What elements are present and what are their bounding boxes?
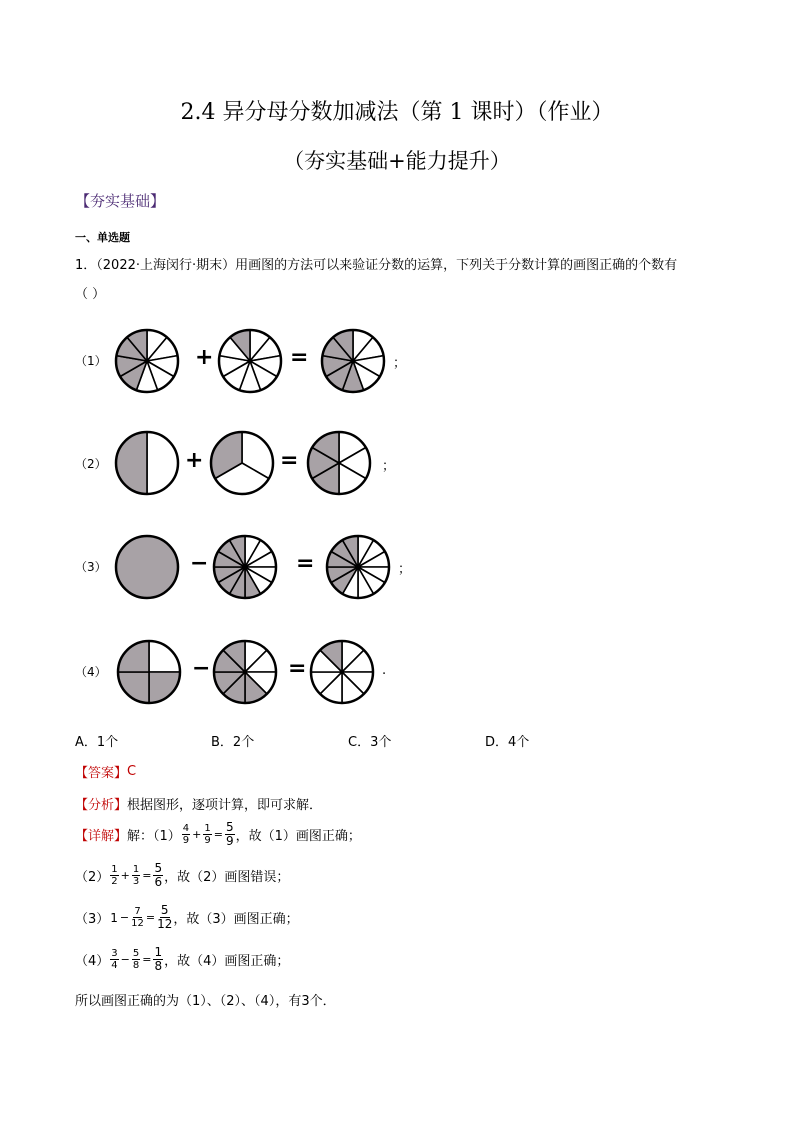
page-subtitle: （夯实基础+能力提升）	[283, 149, 511, 173]
row-1-circle-a	[112, 326, 182, 396]
row-1-circle-c	[318, 326, 388, 396]
analysis-tag: 【分析】	[75, 798, 128, 813]
row-3-operator: −	[190, 551, 209, 576]
fraction: $\frac{5}{6}$	[154, 861, 163, 889]
row-2-equals: =	[280, 448, 299, 473]
row-4-operator: −	[192, 656, 211, 681]
row-4-circle-b	[210, 637, 280, 707]
row-1-operator: +	[195, 345, 214, 370]
answer-value: C	[127, 764, 137, 779]
operator: +	[120, 869, 130, 882]
question-stem: 1．（2022·上海闵行·期末）用画图的方法可以来验证分数的运算，下列关于分数计算的画图正确的个数有	[75, 258, 678, 273]
sector	[147, 432, 178, 494]
operator: +	[192, 828, 202, 841]
row-3-label: （3）	[75, 560, 107, 574]
row-1-label: （1）	[75, 354, 107, 368]
whole-number: 1	[110, 910, 118, 925]
equals: =	[142, 869, 152, 882]
fraction: $\frac{5}{9}$	[225, 820, 234, 848]
shaded-sector	[116, 432, 147, 494]
option-a: A．1个	[75, 735, 119, 750]
fraction: $\frac{1}{8}$	[154, 945, 163, 973]
option-b: B．2个	[211, 735, 255, 750]
detail-tail: ，故（2）画图错误；	[164, 870, 290, 885]
circle-shape	[116, 536, 178, 598]
analysis-text: 根据图形，逐项计算，即可求解．	[127, 798, 323, 813]
page-title: 2.4 异分母分数加减法（第 1 课时）（作业）	[180, 100, 614, 125]
detail-prefix: （2）	[75, 870, 110, 885]
conclusion-line	[75, 990, 336, 1009]
row-3-end: ；	[398, 562, 412, 577]
detail-tail: ，故（3）画图正确；	[173, 912, 299, 927]
question-type: 一、单选题	[75, 231, 130, 244]
fraction: $\frac{1}{3}$	[132, 864, 140, 887]
fraction: $\frac{5}{8}$	[132, 948, 140, 971]
detail-tail: ，故（1）画图正确；	[235, 829, 361, 844]
answer-tag: 【答案】	[75, 766, 128, 781]
row-2-end: ；	[382, 459, 396, 474]
detail-intro: 解：（1）	[127, 829, 181, 844]
operator: −	[120, 953, 130, 966]
detail-prefix: （4）	[75, 954, 110, 969]
row-2-circle-a	[112, 428, 182, 498]
row-1-equals: =	[290, 345, 309, 370]
row-4-end: .	[382, 663, 387, 678]
row-4-circle-a	[114, 637, 184, 707]
detail-tag: 【详解】	[75, 829, 128, 844]
fraction: $\frac{5}{12}$	[157, 903, 173, 931]
row-4-equals: =	[288, 656, 307, 681]
detail-line-2	[75, 862, 289, 889]
fraction: $\frac{7}{12}$	[131, 906, 144, 929]
fraction: $\frac{1}{2}$	[111, 864, 118, 887]
row-2-operator: +	[185, 448, 204, 473]
fraction: $\frac{3}{4}$	[111, 948, 118, 971]
question-blank: （ ）	[75, 287, 106, 302]
row-3-circle-c	[323, 532, 393, 602]
option-d: D．4个	[485, 735, 530, 750]
row-3-equals: =	[296, 551, 315, 576]
detail-prefix: （3）	[75, 912, 110, 927]
row-1-end: ；	[393, 356, 407, 371]
row-2-circle-b	[207, 428, 277, 498]
analysis-line	[75, 794, 322, 813]
row-3-circle-a	[112, 532, 182, 602]
fraction: $\frac{1}{9}$	[204, 823, 211, 846]
equals: =	[142, 953, 152, 966]
conclusion-text: 所以画图正确的为（1）、（2）、（4），有3个．	[75, 994, 336, 1009]
row-3-circle-b	[210, 532, 280, 602]
row-4-circle-c	[307, 637, 377, 707]
answer-line	[75, 762, 136, 781]
operator: −	[119, 911, 130, 924]
row-1-circle-b	[215, 326, 285, 396]
detail-line-4	[75, 946, 289, 973]
fraction: $\frac{4}{9}$	[182, 823, 190, 846]
equals: =	[213, 828, 223, 841]
detail-tail: ，故（4）画图正确；	[164, 954, 290, 969]
row-2-label: （2）	[75, 457, 107, 471]
row-2-circle-c	[304, 428, 374, 498]
detail-line-3	[75, 904, 299, 931]
section-heading: 【夯实基础】	[75, 192, 166, 210]
row-4-label: （4）	[75, 665, 107, 679]
detail-line-1	[75, 821, 361, 848]
equals: =	[145, 911, 156, 924]
option-c: C．3个	[348, 735, 392, 750]
